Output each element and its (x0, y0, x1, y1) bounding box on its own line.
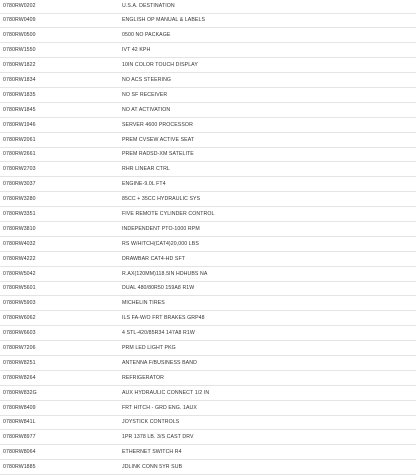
option-code: 0780RW3280 (3, 196, 36, 203)
option-description: ANTENNA F/BUSINESS BAND (122, 359, 197, 366)
option-description: 10IN COLOR TOUCH DISPLAY (122, 62, 198, 69)
option-description: R.AX(120MM)118.5IN HDHUBS NA (122, 270, 208, 277)
table-row (0, 43, 416, 58)
option-code: 0780RW1885 (3, 464, 36, 471)
option-description: DUAL 480/80R50 159A8 R1W (122, 285, 195, 292)
table-row (0, 460, 416, 475)
table-row (0, 118, 416, 133)
option-code: 0780RW5903 (3, 300, 36, 307)
option-description: INDEPENDENT PTO-1000 RPM (122, 225, 200, 232)
table-row (0, 356, 416, 371)
table-row (0, 0, 416, 14)
table-row (0, 14, 416, 29)
option-code: 0780RW1822 (3, 62, 36, 69)
table-row (0, 222, 416, 237)
option-description: ETHERNET SWITCH R4 (122, 449, 182, 456)
option-code: 0780RW0202 (3, 3, 36, 10)
option-code: 0780RW1845 (3, 106, 36, 113)
table-row (0, 162, 416, 177)
option-code: 0780RW1834 (3, 77, 36, 83)
option-description: MICHELIN TIRES (122, 300, 165, 307)
table-row (0, 386, 416, 401)
table-row (0, 207, 416, 222)
table-row (0, 267, 416, 282)
option-code: 0780RW8251 (3, 359, 36, 366)
option-description: AUX HYDRAULIC CONNECT 1/2 IN (122, 389, 210, 396)
option-description: U.S.A. DESTINATION (122, 3, 175, 10)
option-code: 0780RW2661 (3, 151, 36, 158)
option-code: 0780RW3037 (3, 181, 36, 188)
option-code: 0780RW3351 (3, 211, 36, 218)
table-row (0, 28, 416, 43)
option-description: PREM RADSD-XM SATELITE (122, 151, 194, 158)
option-code: 0780RW8064 (3, 449, 36, 456)
option-description: PRM LED LIGHT PKG (122, 345, 176, 352)
option-code: 0780RW8264 (3, 374, 36, 381)
option-code: 0780RW5601 (3, 285, 36, 292)
option-description: 85CC + 35CC HYDRAULIC SYS (122, 196, 201, 203)
table-row (0, 341, 416, 356)
table-row (0, 282, 416, 297)
option-code: 0780RW841L (3, 419, 36, 426)
table-row (0, 192, 416, 207)
option-description: PREM CVSEW ACTIVE SEAT (122, 136, 195, 143)
option-description: FIVE REMOTE CYLINDER CONTROL (122, 211, 215, 218)
option-code: 0780RW0409 (3, 17, 36, 24)
table-row (0, 88, 416, 103)
option-code: 0780RW3810 (3, 225, 36, 232)
option-code: 0780RW2703 (3, 166, 36, 173)
option-description: NO ACS STEERING (122, 77, 172, 83)
option-code: 0780RW1550 (3, 47, 36, 54)
table-row (0, 430, 416, 445)
table-row (0, 133, 416, 148)
table-row (0, 326, 416, 341)
table-row (0, 103, 416, 118)
option-description: 0500 NO PACKAGE (122, 32, 171, 39)
table-row (0, 401, 416, 416)
option-description: RHR LINEAR CTRL (122, 166, 170, 173)
option-description: NO AT ACTIVATION (122, 106, 171, 113)
table-row (0, 58, 416, 73)
option-description: ILS FA-W/O FRT BRAKES GRP48 (122, 315, 205, 322)
option-description: ENGLISH OP MANUAL & LABELS (122, 17, 206, 24)
option-description: IVT 42 KPH (122, 47, 151, 54)
option-code: 0780RW832G (3, 389, 37, 396)
option-code: 0780RW1946 (3, 121, 36, 128)
option-description: 1PR 1378 LB. 3/S CAST DRV (122, 434, 194, 441)
option-code: 0780RW0500 (3, 32, 36, 39)
table-row (0, 148, 416, 163)
option-description: ENGINE-9.0L FT4 (122, 181, 166, 188)
option-description: REFRIGERATOR (122, 374, 164, 381)
option-description: NO SF RECEIVER (122, 91, 168, 98)
table-row (0, 73, 416, 88)
option-description: JDLINK CONN 5YR SUB (122, 464, 183, 471)
table-row (0, 445, 416, 460)
option-code: 0780RW2061 (3, 136, 36, 143)
option-code: 0780RW5042 (3, 270, 36, 277)
option-code: 0780RW8409 (3, 404, 36, 411)
table-row (0, 371, 416, 386)
option-description: 4 STL-420/85R34 147A8 R1W (122, 330, 195, 337)
option-code: 0780RW4222 (3, 255, 36, 262)
option-description: DRAWBAR CAT4-HD SFT (122, 255, 185, 262)
table-row (0, 296, 416, 311)
option-code: 0780RW6062 (3, 315, 36, 322)
option-description: RS W/HITCH(CAT4)20,000 LBS (122, 240, 199, 247)
option-description: SERVER 4600 PROCESSOR (122, 121, 193, 128)
table-row (0, 416, 416, 431)
option-code: 0780RW1835 (3, 91, 36, 98)
table-row (0, 237, 416, 252)
option-description: FRT HITCH - GRD ENG. 1AUX (122, 404, 197, 411)
option-code: 0780RW6603 (3, 330, 36, 337)
option-code: 0780RW4032 (3, 240, 36, 247)
table-row (0, 177, 416, 192)
table-row (0, 311, 416, 326)
table-row (0, 252, 416, 267)
option-description: JOYSTICK CONTROLS (122, 419, 180, 426)
option-code: 0780RW7206 (3, 345, 36, 352)
option-code: 0780RW8977 (3, 434, 36, 441)
